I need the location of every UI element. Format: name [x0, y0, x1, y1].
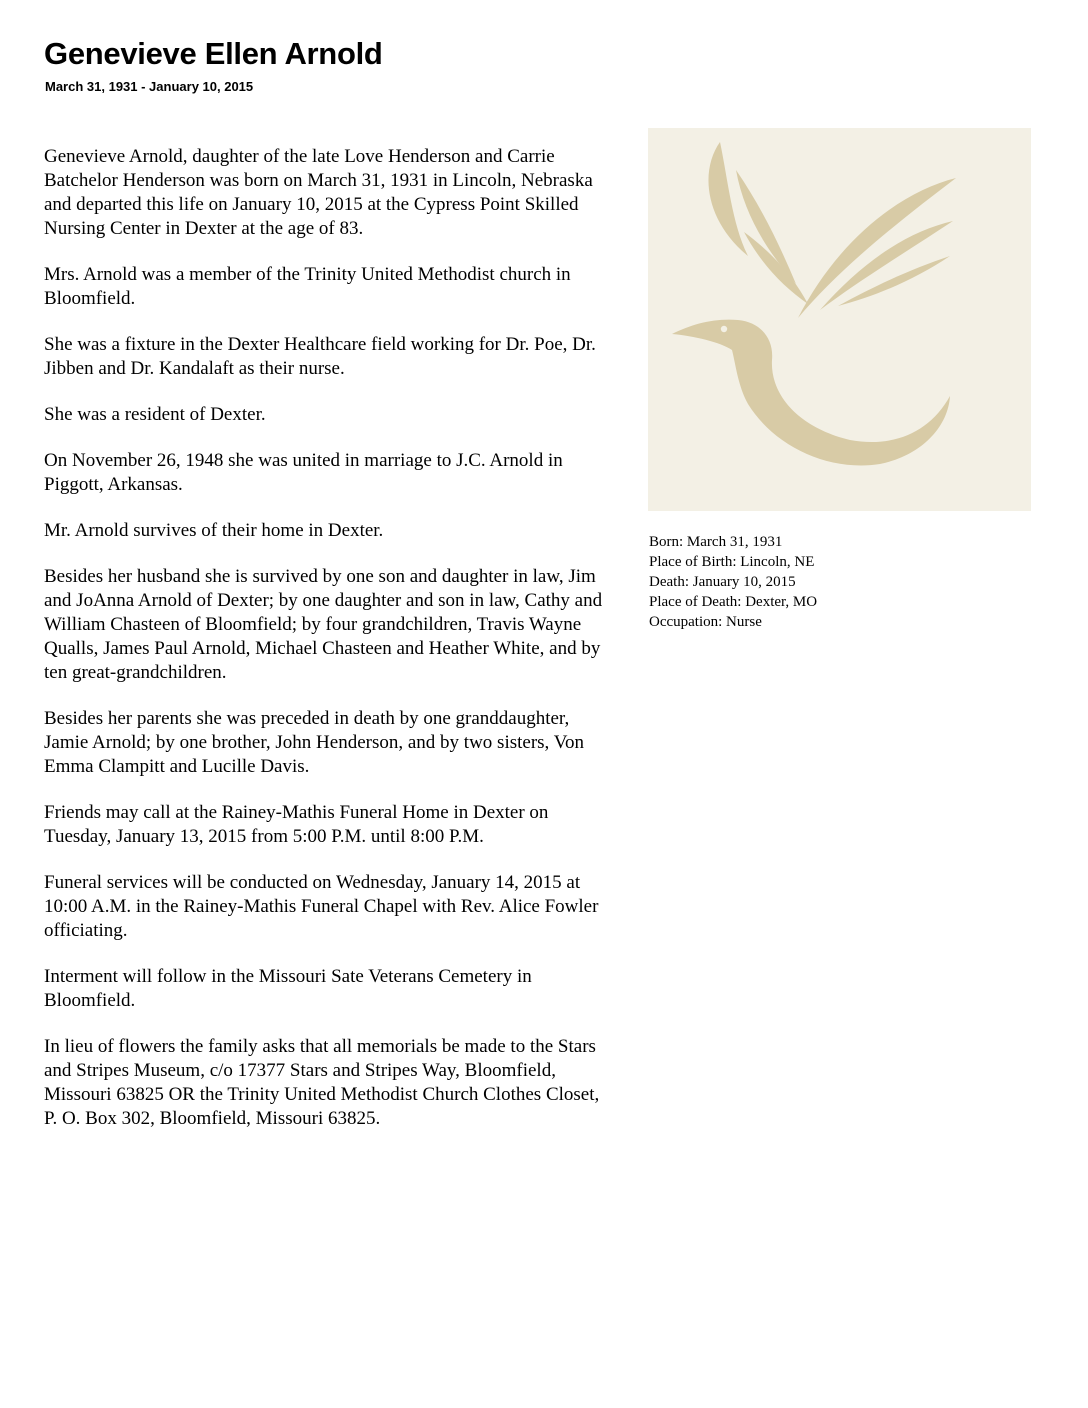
occupation-fact: Occupation: Nurse [649, 614, 762, 630]
dove-wing-feather [798, 178, 956, 318]
place-of-birth-fact: Place of Birth: Lincoln, NE [649, 554, 815, 570]
obituary-paragraph: Friends may call at the Rainey-Mathis Funeral Home in Dexter on Tuesday, January 13, 2015 from 5:00 P.M. until 8:00 P.M. [44, 802, 549, 847]
deceased-name: Genevieve Ellen Arnold [44, 36, 383, 71]
memorial-image [648, 128, 1031, 511]
obituary-paragraph: On November 26, 1948 she was united in marriage to J.C. Arnold in Piggott, Arkansas. [44, 450, 563, 495]
life-dates: March 31, 1931 - January 10, 2015 [45, 79, 254, 94]
obituary-paragraph: Besides her husband she is survived by one son and daughter in law, Jim and JoAnna Arnold of Dexter; by one daughter and son in law, Cathy and William Chasteen of Bloomfield; by four grandchildren, Travis Wayne Qualls, James Paul Arnold, Michael Chasteen and Heather White, and by ten great-grandchildren. [44, 566, 603, 683]
obituary-paragraph: In lieu of flowers the family asks that all memorials be made to the Stars and Stripes Museum, c/o 17377 Stars and Stripes Way, Bloomfield, Missouri 63825 OR the Trinity United Methodist Church Clothes Closet, P. O. Box 302, Bloomfield, Missouri 63825. [44, 1036, 600, 1129]
obituary-paragraph: Besides her parents she was preceded in death by one granddaughter, Jamie Arnold; by one brother, John Henderson, and by two sisters, Von Emma Clampitt and Lucille Davis. [44, 708, 584, 777]
dove-body [672, 320, 950, 466]
obituary-paragraph: Mrs. Arnold was a member of the Trinity United Methodist church in Bloomfield. [44, 264, 571, 309]
dove-wing-feather [708, 142, 748, 256]
dove-wing-feather [736, 170, 796, 284]
place-of-death-fact: Place of Death: Dexter, MO [649, 594, 818, 610]
born-fact: Born: March 31, 1931 [649, 534, 783, 550]
dove-eye [721, 326, 727, 332]
dove-icon [648, 128, 1031, 511]
obituary-paragraph: Funeral services will be conducted on Wednesday, January 14, 2015 at 10:00 A.M. in the Rainey-Mathis Funeral Chapel with Rev. Alice Fowler officiating. [44, 872, 599, 941]
death-fact: Death: January 10, 2015 [649, 574, 796, 590]
obituary-paragraph: Interment will follow in the Missouri Sate Veterans Cemetery in Bloomfield. [44, 966, 532, 1011]
vital-facts [649, 532, 1029, 632]
obituary-paragraph: Mr. Arnold survives of their home in Dexter. [44, 520, 384, 541]
obituary-paragraph: Genevieve Arnold, daughter of the late Love Henderson and Carrie Batchelor Henderson was born on March 31, 1931 in Lincoln, Nebraska and departed this life on January 10, 2015 at the Cypress Point Skilled Nursing Center in Dexter at the age of 83. [44, 146, 593, 239]
obituary-text [44, 145, 610, 1153]
obituary-paragraph: She was a resident of Dexter. [44, 404, 266, 425]
obituary-paragraph: She was a fixture in the Dexter Healthcare field working for Dr. Poe, Dr. Jibben and Dr. Kandalaft as their nurse. [44, 334, 596, 379]
